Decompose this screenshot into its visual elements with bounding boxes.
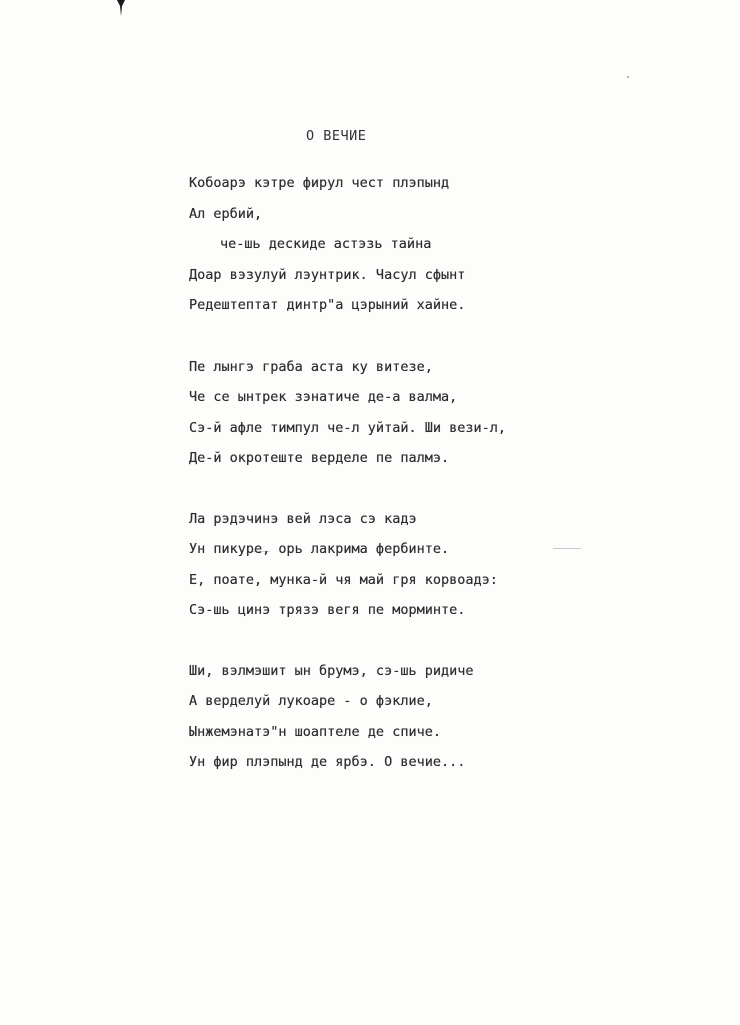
poem-line: Е, поате, мунка-й чя май гря корвоадэ: (189, 571, 498, 588)
poem-line: Ун пикуре, орь лакрима фербинте. (189, 541, 450, 557)
poem-line: Ал ербий, (189, 205, 263, 222)
poem-line: Редештептат динтр"а цэрыний хайне. (189, 297, 466, 313)
poem-line: Доар вэзулуй лэунтрик. Часул сфынт (189, 266, 466, 283)
poem-line: Кобоарэ кэтре фирул чест плэпынд (189, 175, 450, 191)
stanza (189, 352, 589, 474)
poem-line: Сэ-й афле тимпул че-л уйтай. Ши вези-л, (189, 419, 506, 436)
stanza (189, 656, 589, 778)
poem-body (189, 168, 589, 809)
poem-line: Ла рэдэчинэ вей лэса сэ кадэ (189, 510, 417, 527)
poem-line: Де-й окротеште верделе пе палмэ. (189, 450, 450, 466)
paper-speck (627, 76, 629, 78)
poem-line: Че се ынтрек зэнатиче де-а валма, (189, 389, 458, 405)
stanza (189, 168, 589, 321)
poem-line: Сэ-шь цинэ трязэ вегя пе морминте. (189, 602, 466, 618)
poem-line: А верделуй лукоаре - о фэклие, (189, 693, 433, 709)
poem-title: О ВЕЧИЕ (306, 128, 367, 144)
poem-line: Ун фир плэпынд де ярбэ. О вечие... (189, 754, 466, 770)
poem-line: Ши, вэлмэшит ын брумэ, сэ-шь ридиче (189, 662, 474, 679)
poem-line: Пе лынгэ граба аста ку витезе, (189, 358, 433, 375)
poem-line: Ынжемэнатэ"н шоаптеле де спиче. (189, 723, 441, 740)
corner-mark (116, 0, 126, 16)
stanza (189, 504, 589, 626)
poem-line: че-шь дескиде астэзь тайна (220, 236, 432, 252)
